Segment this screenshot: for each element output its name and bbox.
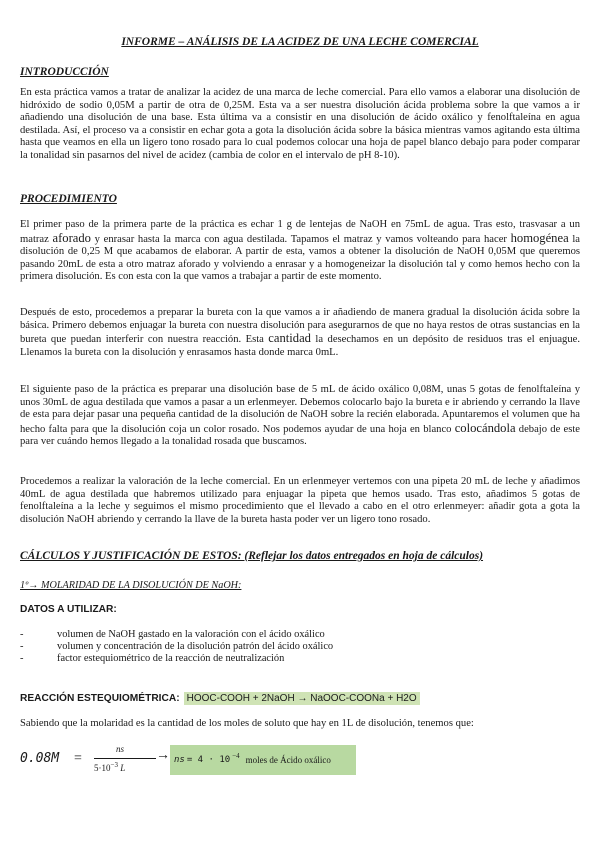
list-item: - factor estequiométrico de la reacción de neutralización bbox=[20, 652, 285, 664]
formula-denominator: $5\cdot 10^{-3}$ L bbox=[94, 761, 126, 773]
formula-numerator: ns bbox=[116, 744, 125, 754]
procedure-paragraph-4: Procedemos a realizar la valoración de la leche comercial. En un erlenmeyer vertemos con una pipeta 20 mL de leche y añadimos 40mL de agua destilada que habremos utilizado para enjuagar la pipeta que hemos usado. Tras esto, añadimos 5 gotas de fenolftaleína a la leche y seguimos el mismo procedimiento que el llevado a cabo en el otro erlenmeyer: añadir gota a gota la disolución NaOH abriendo y cerrando la llave de la bureta hasta poder ver un ligero tono rosado. bbox=[20, 476, 580, 525]
molarity-formula bbox=[20, 744, 420, 778]
formula-equals: = bbox=[74, 751, 82, 766]
result-box: ns = 4 · 10 $^{-4}$ moles de Ácido oxálico bbox=[170, 745, 356, 775]
intro-paragraph: En esta práctica vamos a tratar de analizar la acidez de una marca de leche comercial. Para ello vamos a elaborar una disolución de hidróxido de sodio 0,05M a partir de otra de 0,25M. Esta va a ser nuestra disolución ácida problema sobre la que vamos a ir añadiendo una disolución de una base. Esta última va a consistir en una disolución de ácido oxálico y fenolftaleína en agua destilada. Así, el proceso va a consistir en echar gota a gota la disolución ácida sobre la básica mientras vamos agitando esta última hasta que veamos en ella un ligero tono rosado para lo cual podemos colocar una hoja de papel blanco debajo para poder comparar la tonalidad sin pasarnos del nivel de acidez (cambia de color en el intervalo de pH 8-10). bbox=[20, 87, 580, 161]
list-item: - volumen y concentración de la disolución patrón del ácido oxálico bbox=[20, 640, 334, 652]
procedure-paragraph-1: El primer paso de la primera parte de la práctica es echar 1 g de lentejas de NaOH en 75mL de agua. Tras esto, trasvasar a un matraz aforado y enrasar hasta la marca con agua destilada. Tapamos el matraz y vamos volteando para hacer homogénea la disolución de 0,25 M que acabamos de elaborar. A partir de esta, vamos a obtener la disolución de NaOH 0,05M que queremos pasando 20mL de esta a otro matraz aforado y volviendo a enrasar y a homogeneizar la disolución tal y como hemos hecho con la primera disolución. Es con esta con la que vamos a trabajar a partir de este momento. bbox=[20, 219, 581, 283]
fraction-bar bbox=[94, 758, 156, 759]
reaction-row bbox=[20, 692, 420, 705]
list-item: - volumen de NaOH gastado en la valoración con el ácido oxálico bbox=[20, 629, 325, 640]
arrow-icon: → bbox=[156, 748, 170, 763]
formula-lhs: 0.08M bbox=[20, 751, 60, 766]
reaction-label: REACCIÓN ESTEQUIOMÉTRICA: bbox=[20, 693, 180, 704]
molarity-subheading: 1º→ MOLARIDAD DE LA DISOLUCIÓN DE NaOH: bbox=[20, 580, 242, 591]
data-list bbox=[20, 629, 580, 664]
reaction-equation: HOOC-COOH + 2NaOH → NaOOC-COONa + H2O bbox=[184, 692, 420, 705]
procedure-paragraph-2: Después de esto, procedemos a preparar la bureta con la que vamos a ir añadiendo de manera gradual la disolución ácida sobre la básica. Primero debemos enjuagar la bureta con nuestra disolución para asegurarnos de que no haya restos de otras sustancias en la bureta que puedan interferir con nuestra reacción. Esta cantidad la desechamos en un depósito de residuos tras el enjuague. Llenamos la bureta con la disolución y enrasamos hasta donde marca 0mL. bbox=[20, 307, 580, 358]
calculations-heading: CÁLCULOS Y JUSTIFICACIÓN DE ESTOS: (Reflejar los datos entregados en hoja de cálculos) bbox=[20, 550, 484, 562]
molarity-sentence: Sabiendo que la molaridad es la cantidad de los moles de soluto que hay en 1L de disolución, tenemos que: bbox=[20, 718, 474, 729]
document-title: INFORME – ANÁLISIS DE LA ACIDEZ DE UNA LECHE COMERCIAL bbox=[121, 36, 479, 48]
intro-heading: INTRODUCCIÓN bbox=[20, 66, 109, 78]
data-to-use-label: DATOS A UTILIZAR: bbox=[20, 604, 117, 615]
procedure-paragraph-3: El siguiente paso de la práctica es preparar una disolución base de 5 mL de ácido oxálico 0,08M, unas 5 gotas de fenolftaleína y unos 30mL de agua destilada que vamos a pasar a un erlenmeyer. Debemos colocarlo bajo la bureta e ir abriendo y cerrando la llave de esta para dejar pasar una pequeña cantidad de la disolución de NaOH sobre la recién elaborada. Apuntaremos el volumen que ha hecho falta para que la disolución coja un color rosado. Nos podemos ayudar de una hoja en blanco colocándola debajo de este para ver cuándo hemos llegado a la tonalidad rosada que buscamos. bbox=[20, 384, 580, 448]
procedure-heading: PROCEDIMIENTO bbox=[20, 193, 117, 205]
